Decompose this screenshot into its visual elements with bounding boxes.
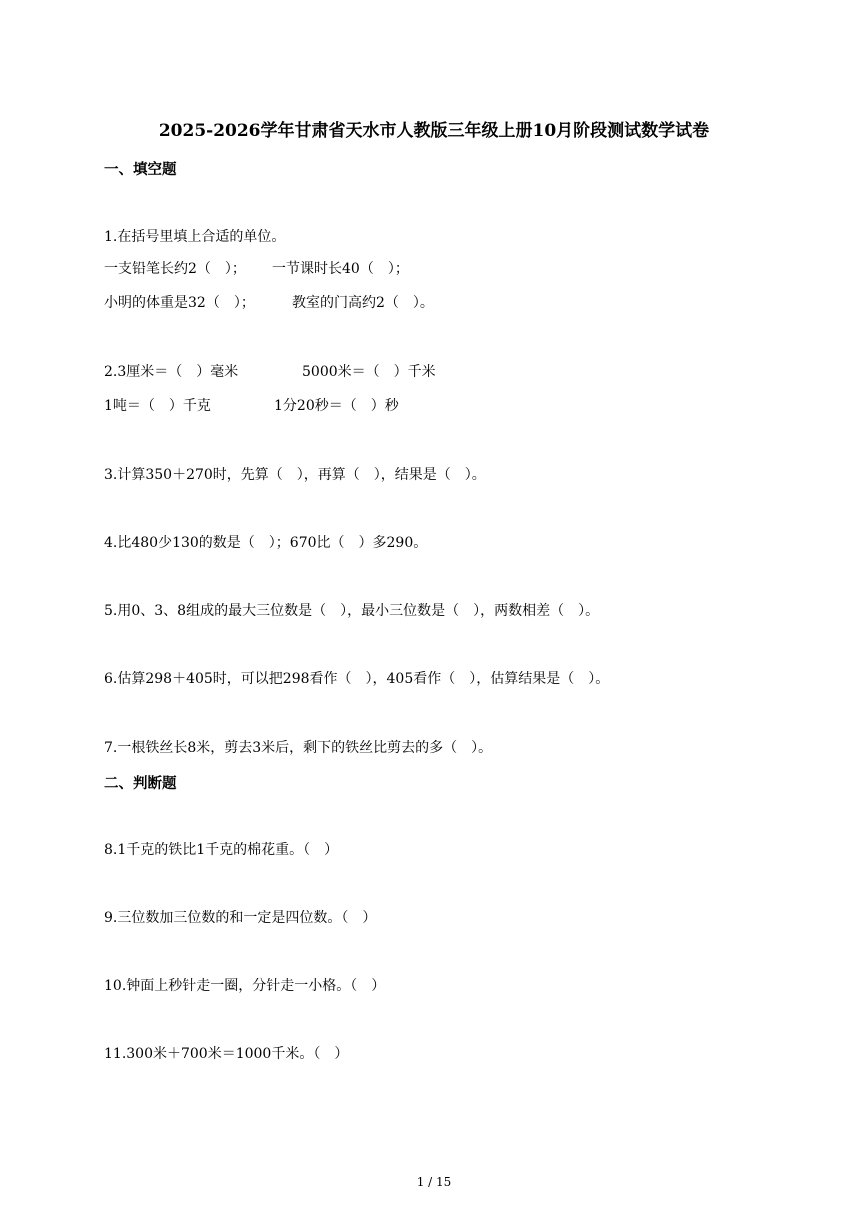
question-1-item-d: 教室的门高约2（ ）。 xyxy=(292,295,434,311)
question-8: 8.1千克的铁比1千克的棉花重。（ ） xyxy=(104,842,339,858)
question-1-row-1 xyxy=(104,258,409,278)
question-1-item-b: 一节课时长40（ ）； xyxy=(272,261,409,277)
question-1-row-2 xyxy=(104,292,434,312)
question-6: 6.估算298＋405时，可以把298看作（ ），405看作（ ），估算结果是（ ）。 xyxy=(104,671,610,687)
question-1-item-c: 小明的体重是32（ ）； xyxy=(104,295,255,311)
question-7: 7.一根铁丝长8米，剪去3米后，剩下的铁丝比剪去的多（ ）。 xyxy=(104,740,493,756)
question-1-stem: 1.在括号里填上合适的单位。 xyxy=(104,229,286,245)
question-2-item-c: 1吨＝（ ）千克 xyxy=(104,398,211,414)
section-heading-fill-blank: 一、填空题 xyxy=(104,161,177,178)
question-2-item-d: 1分20秒＝（ ）秒 xyxy=(274,398,399,414)
question-1-item-a: 一支铅笔长约2（ ）； xyxy=(104,261,246,277)
question-11: 11.300米＋700米＝1000千米。（ ） xyxy=(104,1046,349,1062)
question-2-row-1 xyxy=(104,361,436,381)
question-2-row-2 xyxy=(104,395,399,415)
section-heading-true-false: 二、判断题 xyxy=(104,775,177,792)
question-5: 5.用0、3、8组成的最大三位数是（ ），最小三位数是（ ），两数相差（ ）。 xyxy=(104,603,600,619)
question-10: 10.钟面上秒针走一圈，分针走一小格。（ ） xyxy=(104,978,386,994)
question-4: 4.比480少130的数是（ ）；670比（ ）多290。 xyxy=(104,535,428,551)
question-3: 3.计算350＋270时，先算（ ），再算（ ），结果是（ ）。 xyxy=(104,467,486,483)
page-number: 1 / 15 xyxy=(416,1175,452,1189)
question-2-item-a: 2.3厘米＝（ ）毫米 xyxy=(104,364,239,380)
question-9: 9.三位数加三位数的和一定是四位数。（ ） xyxy=(104,910,377,926)
page-title: 2025-2026学年甘肃省天水市人教版三年级上册10月阶段测试数学试卷 xyxy=(158,121,710,141)
question-2-item-b: 5000米＝（ ）千米 xyxy=(302,364,436,380)
